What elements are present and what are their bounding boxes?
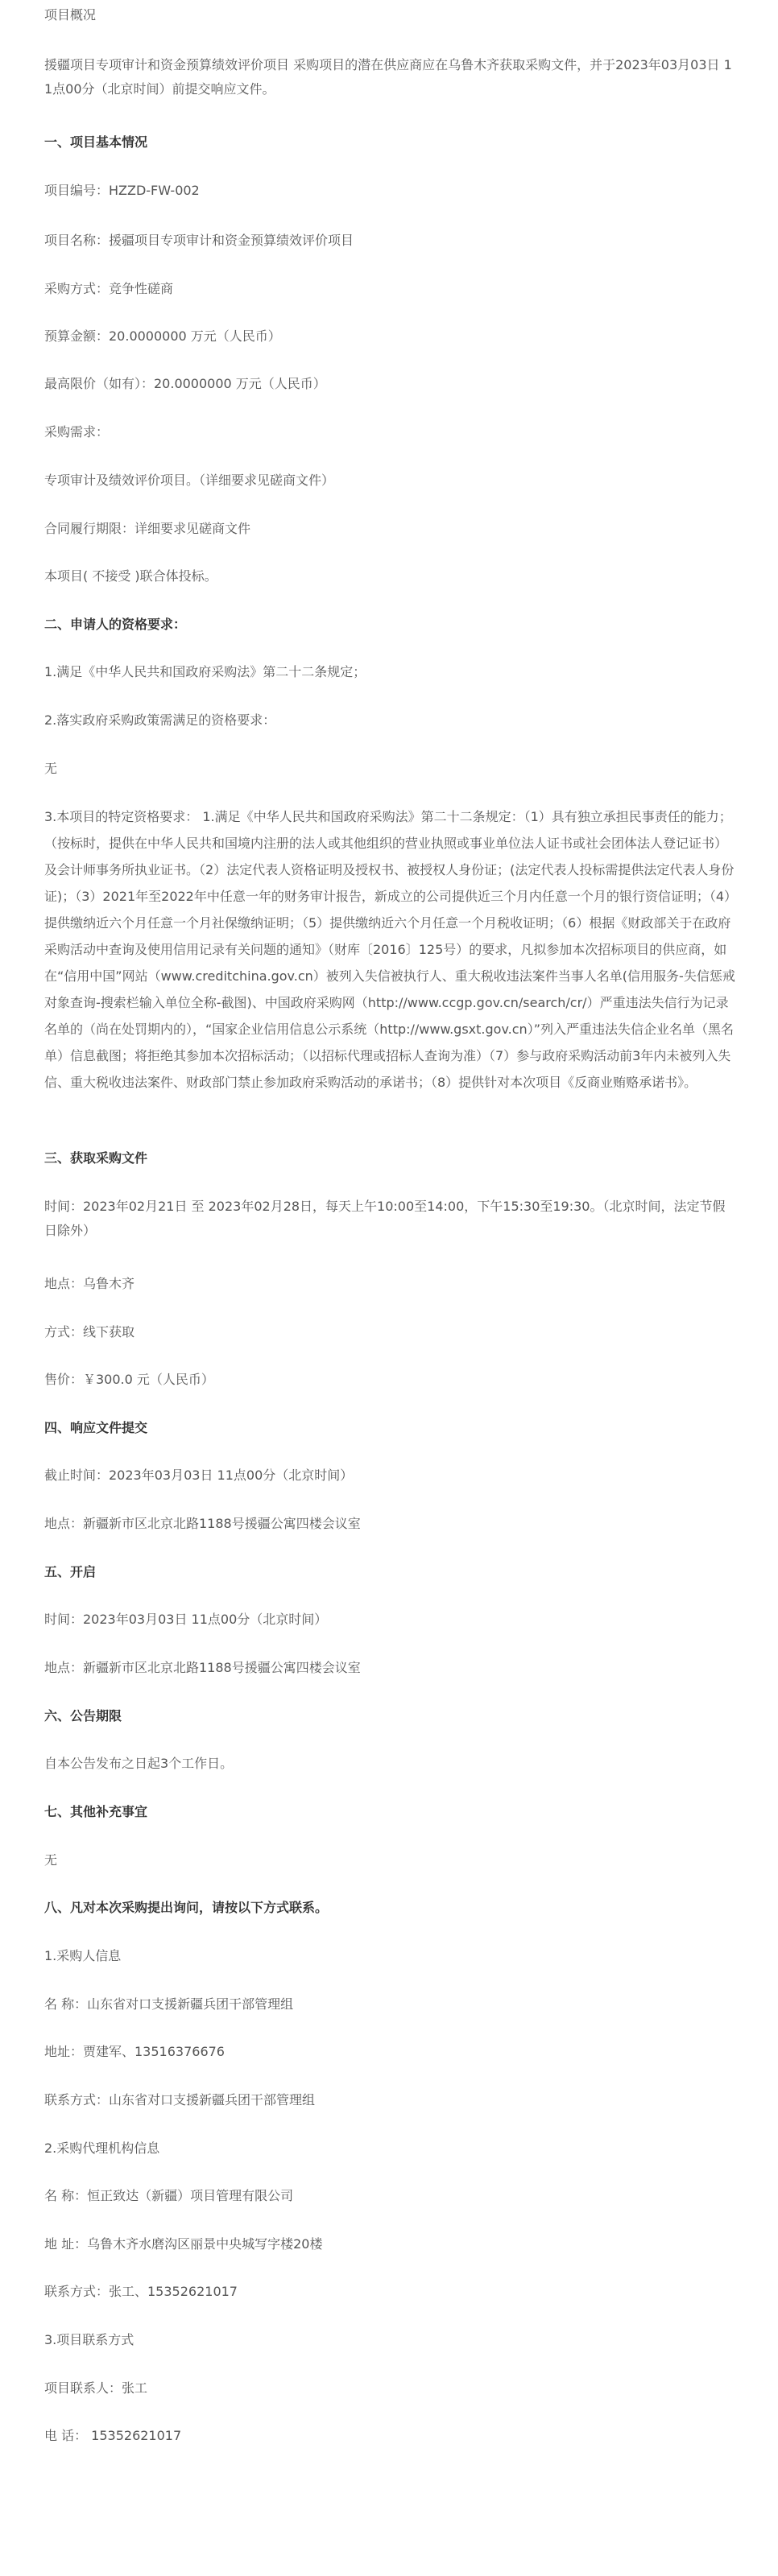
buyer-info-title: 1.采购人信息 (44, 1948, 122, 1963)
buyer-address: 地址：贾建军、13516376676 (44, 2044, 225, 2059)
max-price: 最高限价（如有）：20.0000000 万元（人民币） (44, 376, 326, 391)
buyer-contact: 联系方式：山东省对口支援新疆兵团干部管理组 (44, 2092, 316, 2107)
budget-amount: 预算金额：20.0000000 万元（人民币） (44, 328, 281, 344)
document-price: 售价：￥300.0 元（人民币） (44, 1372, 214, 1387)
section7-heading: 七、其他补充事宜 (44, 1804, 148, 1819)
document-place: 地点：乌鲁木齐 (44, 1276, 135, 1291)
demand-text: 专项审计及绩效评价项目。（详细要求见磋商文件） (44, 473, 335, 488)
agency-name: 名 称：恒正致达（新疆）项目管理有限公司 (44, 2188, 294, 2203)
section6-heading: 六、公告期限 (44, 1708, 122, 1724)
qualification-item-3: 3.本项目的特定资格要求： 1.满足《中华人民共和国政府采购法》第二十二条规定：（1）具有独立承担民事责任的能力；（按标时，提供在中华人民共和国境内注册的法人或其他组织的营业执照或事业单位法人证书或社会团体法人登记证书）及会计师事务所执业证书。（2）法定代表人资格证明及授权书、被授权人身份证；(法定代表人投标需提供法定代表人身份证)；（3）2021年至2022年中任意一年的财务审计报告，新成立的公司提供近三个月内任意一个月的银行资信证明；（4）提供缴纳近六个月任意一个月社保缴纳证明；（5）提供缴纳近六个月任意一个月税收证明；（6）根据《财政部关于在政府采购活动中查询及使用信用记录有关问题的通知》（财库〔2016〕125号）的要求，凡拟参加本次招标项目的供应商，如在“信用中国”网站（www.creditchina.gov.cn）被列入失信被执行人、重大税收违法案件当事人名单(信用服务-失信惩戒对象查询-搜索栏输入单位全称-截图)、中国政府采购网（http://www.ccgp.gov.cn/search/cr/）严重违法失信行为记录名单的（尚在处罚期内的），“国家企业信用信息公示系统（http://www.gsxt.gov.cn）”列入严重违法失信企业名单（黑名单）信息截图；将拒绝其参加本次招标活动；（以招标代理或招标人查询为准）（7）参与政府采购活动前3年内未被列入失信、重大税收违法案件、财政部门禁止参加政府采购活动的承诺书；（8）提供针对本次项目《反商业贿赂承诺书》。 (44, 809, 738, 1090)
section1-heading: 一、项目基本情况 (44, 134, 148, 150)
overview-title: 项目概况 (44, 7, 97, 23)
demand-label: 采购需求： (44, 424, 110, 440)
qualification-item-2: 2.落实政府采购政策需满足的资格要求： (44, 712, 276, 728)
opening-place: 地点：新疆新市区北京北路1188号援疆公寓四楼会议室 (44, 1660, 361, 1675)
section3-heading: 三、获取采购文件 (44, 1150, 148, 1166)
overview-intro: 援疆项目专项审计和资金预算绩效评价项目 采购项目的潜在供应商应在乌鲁木齐获取采购文件，并于2023年03月03日 11点00分（北京时间）前提交响应文件。 (44, 57, 732, 97)
submission-place: 地点：新疆新市区北京北路1188号援疆公寓四楼会议室 (44, 1516, 361, 1531)
agency-contact: 联系方式：张工、15352621017 (44, 2284, 238, 2299)
document-method: 方式：线下获取 (44, 1324, 135, 1340)
section8-heading: 八、凡对本次采购提出询问，请按以下方式联系。 (44, 1900, 329, 1915)
section4-heading: 四、响应文件提交 (44, 1420, 148, 1435)
qualification-item-1: 1.满足《中华人民共和国政府采购法》第二十二条规定； (44, 664, 366, 679)
contract-period: 合同履行期限：详细要求见磋商文件 (44, 521, 251, 536)
qualification-item-2-value: 无 (44, 761, 58, 776)
submission-deadline: 截止时间：2023年03月03日 11点00分（北京时间） (44, 1468, 354, 1483)
notice-period: 自本公告发布之日起3个工作日。 (44, 1756, 234, 1771)
project-contact-title: 3.项目联系方式 (44, 2332, 134, 2347)
agency-info-title: 2.采购代理机构信息 (44, 2140, 160, 2156)
buyer-name: 名 称：山东省对口支援新疆兵团干部管理组 (44, 1996, 294, 2012)
project-contact-person: 项目联系人：张工 (44, 2380, 148, 2396)
section2-heading: 二、申请人的资格要求： (44, 617, 187, 632)
project-number: 项目编号：HZZD-FW-002 (44, 183, 200, 198)
project-contact-phone: 电 话： 15352621017 (44, 2428, 182, 2443)
consortium-note: 本项目( 不接受 )联合体投标。 (44, 568, 217, 584)
other-matters: 无 (44, 1852, 58, 1868)
agency-address: 地 址：乌鲁木齐水磨沟区丽景中央城写字楼20楼 (44, 2236, 323, 2252)
document-time: 时间：2023年02月21日 至 2023年02月28日，每天上午10:00至14:00，下午15:30至19:30。（北京时间，法定节假日除外） (44, 1199, 726, 1238)
project-name: 项目名称：援疆项目专项审计和资金预算绩效评价项目 (44, 233, 354, 248)
opening-time: 时间：2023年03月03日 11点00分（北京时间） (44, 1612, 328, 1627)
procurement-method: 采购方式：竞争性磋商 (44, 281, 174, 296)
section5-heading: 五、开启 (44, 1564, 97, 1579)
